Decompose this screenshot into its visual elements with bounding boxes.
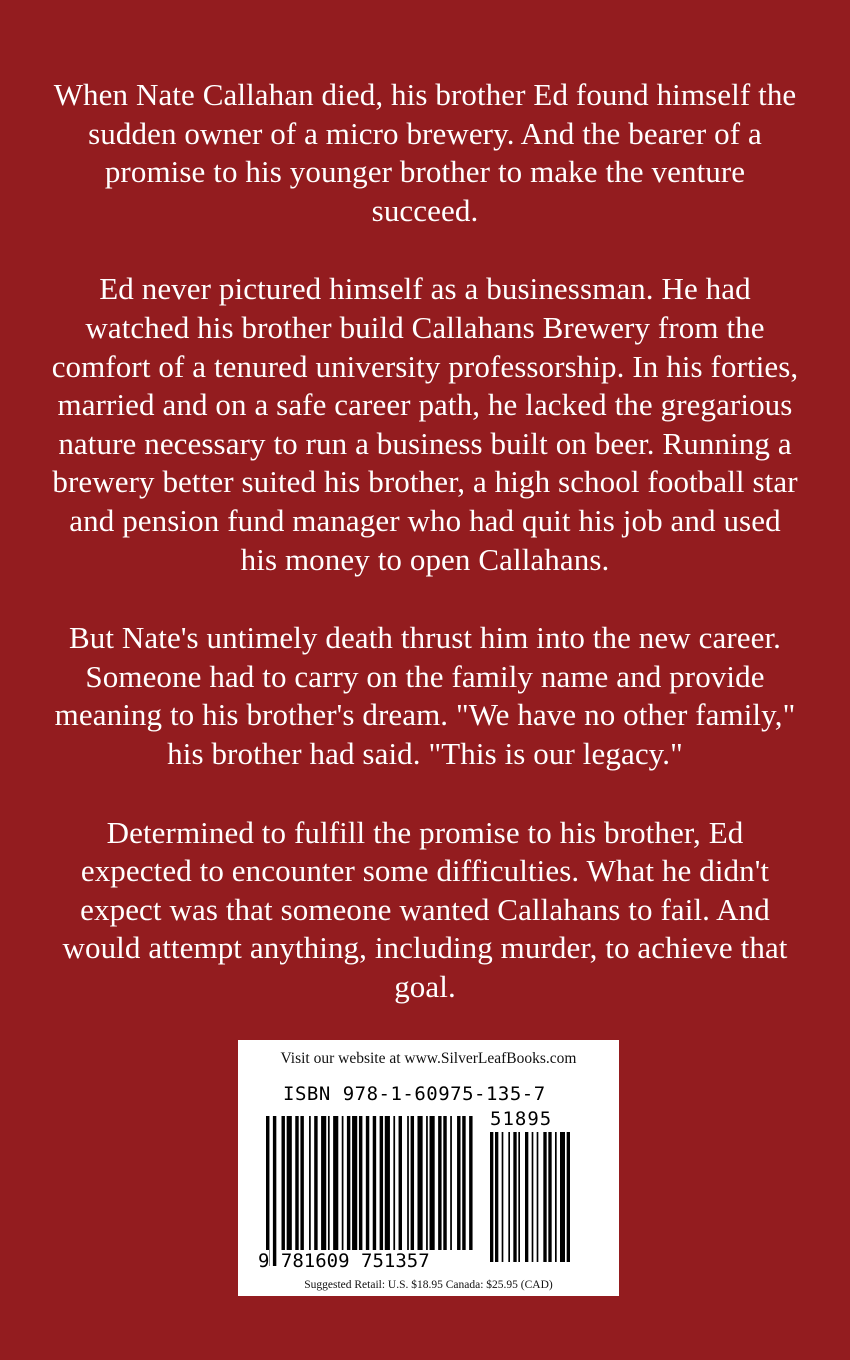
barcode-bar <box>495 1132 498 1262</box>
barcode-bar <box>490 1132 493 1262</box>
barcode-bar <box>407 1116 409 1250</box>
barcode-bar <box>328 1116 330 1250</box>
barcode-bar <box>426 1116 428 1250</box>
barcode-bar <box>525 1132 528 1262</box>
barcode-bar <box>508 1132 510 1262</box>
barcode-bar <box>273 1116 276 1266</box>
barcode-bar <box>537 1132 539 1262</box>
barcode-label <box>238 1040 619 1296</box>
barcode-bar <box>352 1116 357 1250</box>
barcode-bar <box>295 1116 298 1250</box>
ean-first-digit: 9 <box>258 1250 270 1272</box>
barcode-bar <box>399 1116 402 1250</box>
barcode-bar <box>333 1116 338 1250</box>
ean-left-digits: 781609 <box>280 1250 350 1272</box>
barcode-bar <box>518 1132 520 1262</box>
barcode-bar <box>438 1116 441 1250</box>
barcode-bar <box>513 1132 516 1262</box>
barcode-bar <box>457 1116 460 1250</box>
publisher-website: Visit our website at www.SilverLeafBooks.com <box>280 1050 577 1067</box>
barcode-bar <box>532 1132 534 1262</box>
barcode-bar <box>411 1116 414 1250</box>
barcode-bar <box>321 1116 326 1250</box>
barcode-bar <box>462 1116 465 1250</box>
isbn-number: ISBN 978-1-60975-135-7 <box>283 1083 546 1105</box>
barcode-bar <box>347 1116 350 1250</box>
barcode-bar <box>266 1116 269 1266</box>
barcode-bar <box>359 1116 362 1250</box>
barcode-bar <box>314 1116 317 1250</box>
barcode-bar <box>567 1132 570 1262</box>
barcode-bar <box>373 1116 376 1266</box>
barcode-bar <box>443 1116 446 1250</box>
barcode-bar <box>430 1116 435 1250</box>
barcode-bar <box>309 1116 311 1250</box>
ean-barcode <box>266 1116 476 1266</box>
blurb-paragraph-2: Ed never pictured himself as a businessman. He had watched his brother build Callahans Brewery from the comfort of a tenured university professorship. In his forties, married and on a safe career path, he lacked the gregarious nature necessary to run a business built on beer. Running a brewery better suited his brother, a high school football star and pension fund manager who had quit his job and used his money to open Callahans. <box>51 271 799 577</box>
barcode-bar <box>281 1116 284 1250</box>
ean-digits <box>258 1250 430 1272</box>
barcode-bar <box>393 1116 395 1250</box>
barcode-bar <box>502 1132 504 1262</box>
barcode-bar <box>543 1132 546 1262</box>
barcode-bar <box>287 1116 292 1250</box>
barcode-bar <box>385 1116 390 1250</box>
barcode-bar <box>560 1132 565 1262</box>
barcode-bar <box>342 1116 344 1250</box>
barcode-bar <box>300 1116 303 1250</box>
barcode-bar <box>555 1132 557 1262</box>
barcode-bar <box>469 1116 472 1250</box>
barcode-bar <box>380 1116 383 1266</box>
barcode-bar <box>548 1132 551 1262</box>
back-cover-blurb <box>50 76 800 1006</box>
barcode-bar <box>417 1116 422 1250</box>
price-code: 51895 <box>490 1108 553 1130</box>
blurb-paragraph-4: Determined to fulfill the promise to his brother, Ed expected to encounter some difficulties. What he didn't expect was that someone wanted Callahans to fail. And would attempt anything, including murder, to achieve that goal. <box>62 814 788 1004</box>
barcode-bar <box>450 1116 452 1250</box>
barcode-bar <box>366 1116 369 1250</box>
blurb-paragraph-3: But Nate's untimely death thrust him into the new career. Someone had to carry on the family name and provide meaning to his brother's dream. "We have no other family," his brother had said. "This is our legacy." <box>54 620 796 771</box>
blurb-paragraph-1: When Nate Callahan died, his brother Ed found himself the sudden owner of a micro brewery. And the bearer of a promise to his younger brother to make the venture succeed. <box>53 77 797 228</box>
ean-right-digits: 751357 <box>361 1250 430 1272</box>
price-addon-barcode <box>490 1132 570 1262</box>
suggested-retail-price: Suggested Retail: U.S. $18.95 Canada: $25.95 (CAD) <box>304 1279 553 1291</box>
